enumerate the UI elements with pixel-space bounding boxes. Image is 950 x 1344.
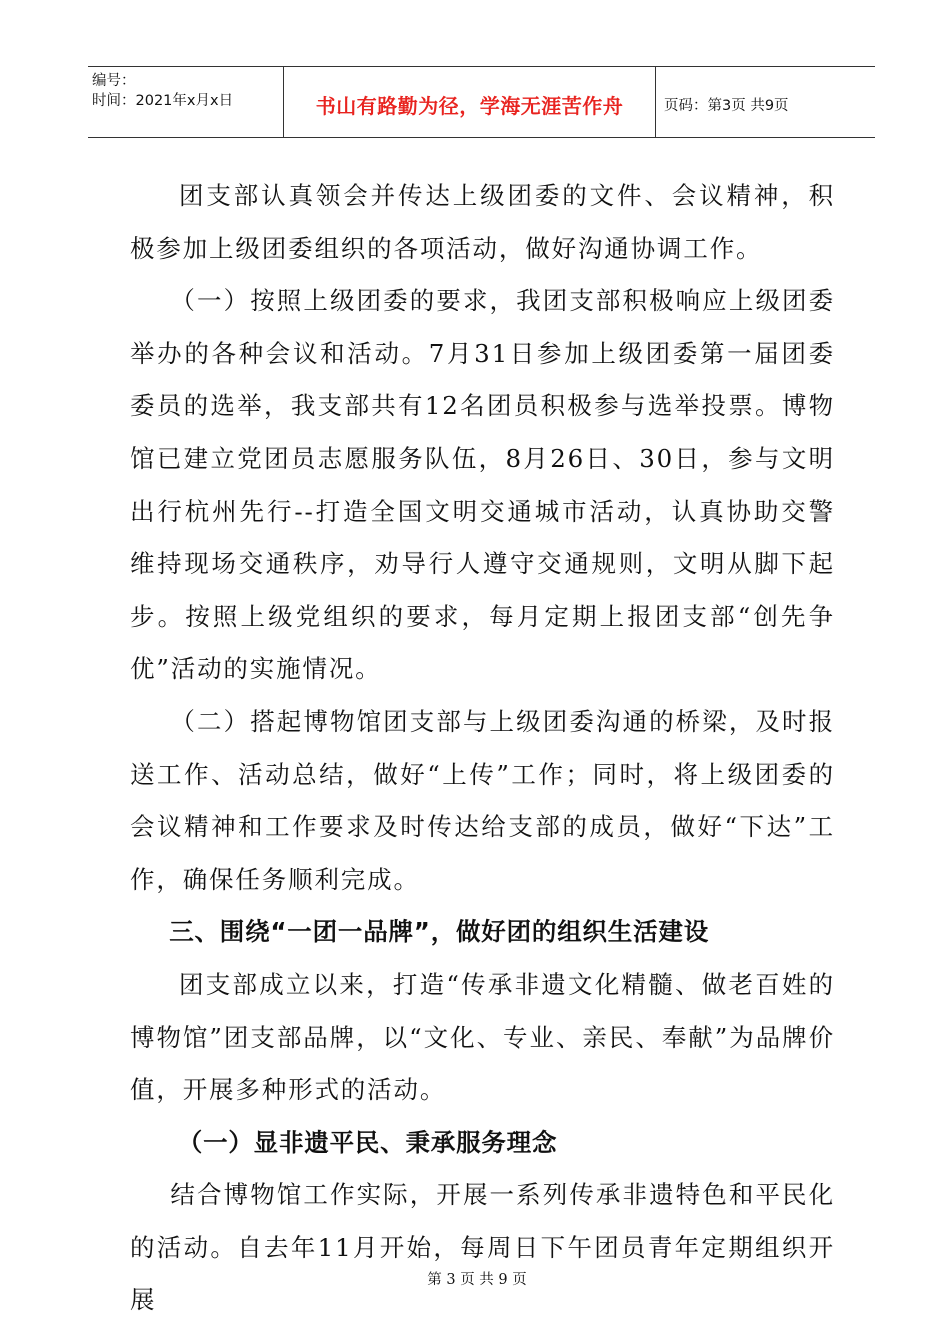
document-body — [130, 170, 835, 1327]
subsection-heading: （一）显非遗平民、秉承服务理念 — [177, 1127, 558, 1157]
header-meta — [88, 67, 284, 137]
header-page-info: 页码：第3页 共9页 — [664, 97, 789, 114]
document-date: 时间：2021年x月x日 — [92, 93, 234, 109]
paragraph: （二）搭起博物馆团支部与上级团委沟通的桥梁，及时报送工作、活动总结，做好“上传”工作；同时，将上级团委的会议精神和工作要求及时传达给支部的成员，做好“下达”工作，确保任务顺利完成。 — [130, 706, 835, 894]
section-heading: 三、围绕“一团一品牌”，做好团的组织生活建设 — [169, 917, 709, 947]
paragraph: 团支部认真领会并传达上级团委的文件、会议精神，积极参加上级团委组织的各项活动，做好沟通协调工作。 — [130, 181, 835, 263]
paragraph: 结合博物馆工作实际，开展一系列传承非遗特色和平民化的活动。自去年11月开始，每周日下午团员青年定期组织开展 — [130, 1180, 835, 1315]
header-motto: 书山有路勤为径，学海无涯苦作舟 — [284, 67, 656, 137]
paragraph: 团支部成立以来，打造“传承非遗文化精髓、做老百姓的博物馆”团支部品牌，以“文化、专业、亲民、奉献”为品牌价值，开展多种形式的活动。 — [130, 969, 835, 1105]
document-number: 编号： — [92, 73, 136, 89]
page-header — [88, 66, 875, 138]
page-footer: 第 3 页 共 9 页 — [427, 1272, 527, 1288]
paragraph: （一）按照上级团委的要求，我团支部积极响应上级团委举办的各种会议和活动。7月31日参加上级团委第一届团委委员的选举，我支部共有12名团员积极参与选举投票。博物馆已建立党团员志愿服务队伍，8月26日、30日，参与文明出行杭州先行--打造全国文明交通城市活动，认真协助交警维持现场交通秩序，劝导行人遵守交通规则，文明从脚下起步。按照上级党组织的要求，每月定期上报团支部“创先争优”活动的实施情况。 — [130, 286, 835, 684]
